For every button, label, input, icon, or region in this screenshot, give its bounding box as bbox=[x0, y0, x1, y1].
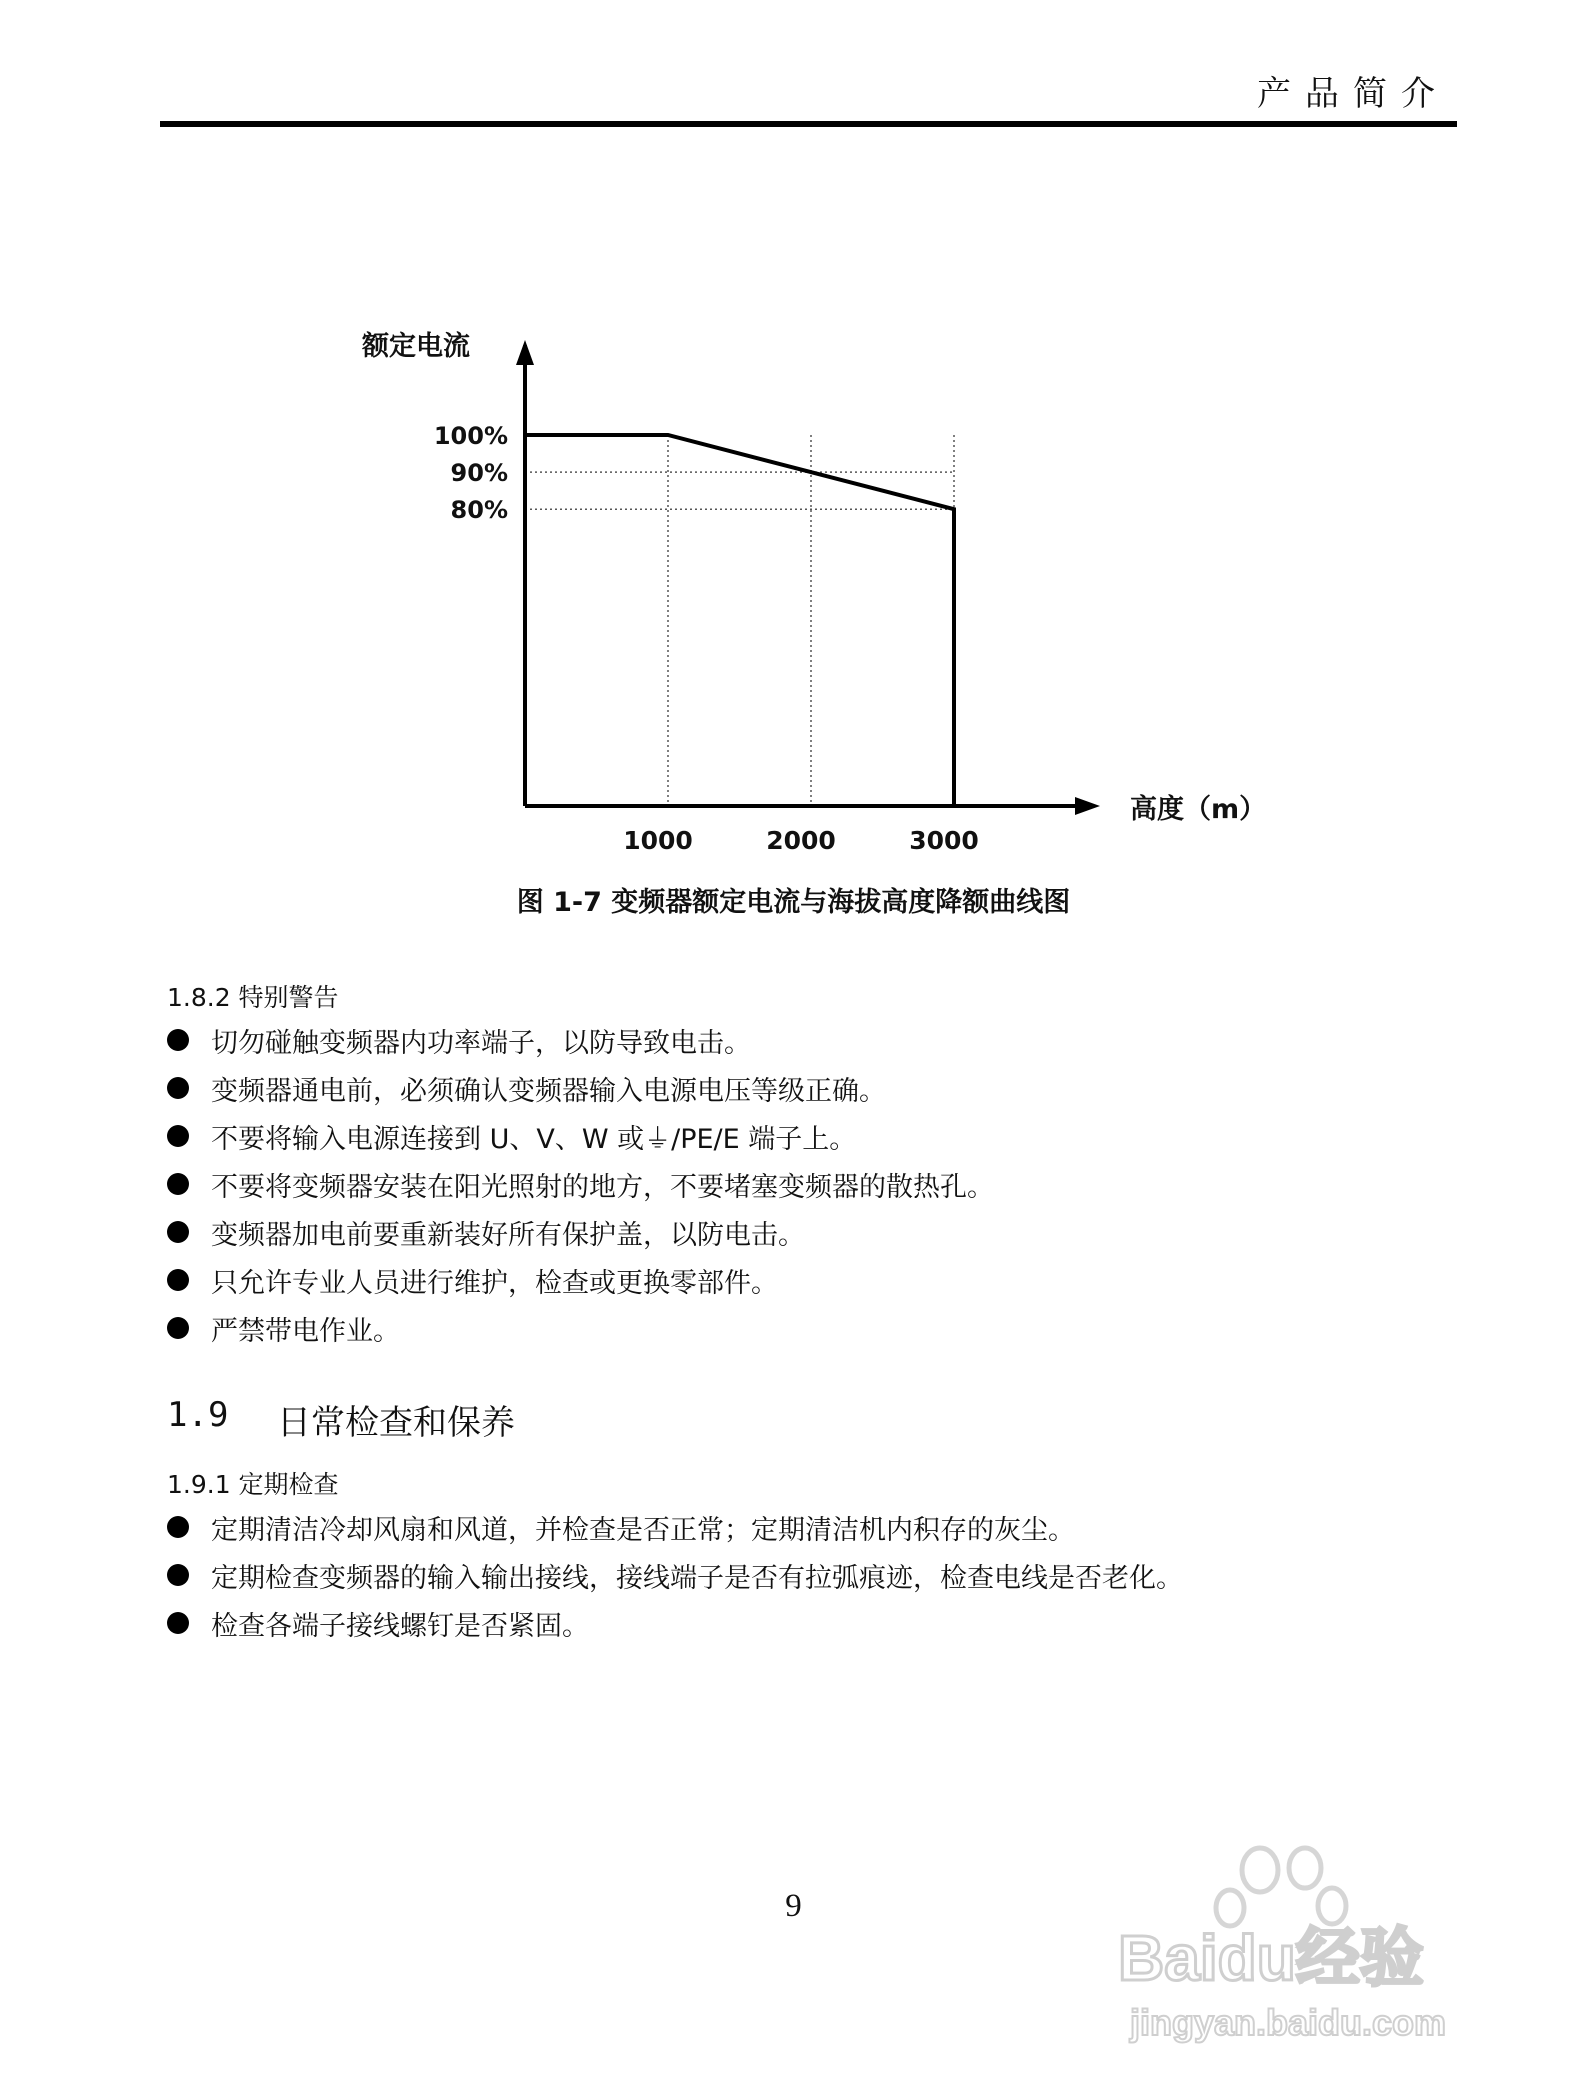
warning-item bbox=[167, 1112, 994, 1160]
section-title: 日常检查和保养 bbox=[277, 1403, 515, 1443]
list-item-text: 定期检查变频器的输入输出接线，接线端子是否有拉弧痕迹，检查电线是否老化。 bbox=[211, 1562, 1183, 1594]
y-tick-label: 100% bbox=[433, 422, 508, 450]
list-item-text: 严禁带电作业。 bbox=[211, 1315, 400, 1347]
header-rule bbox=[160, 121, 1457, 127]
y-tick-label: 80% bbox=[450, 496, 508, 525]
warning-item bbox=[167, 1160, 994, 1208]
list-item-text: 变频器加电前要重新装好所有保护盖，以防电击。 bbox=[211, 1219, 805, 1251]
watermark-brand: Baidu经验 bbox=[1118, 1922, 1424, 1994]
bullet-icon bbox=[167, 1125, 189, 1147]
list-item-text: 切勿碰触变频器内功率端子，以防导致电击。 bbox=[211, 1027, 751, 1059]
x-tick-label: 3000 bbox=[909, 826, 979, 855]
bullet-icon bbox=[167, 1269, 189, 1291]
bullet-icon bbox=[167, 1516, 189, 1538]
inspection-item bbox=[167, 1599, 1183, 1647]
bullet-icon bbox=[167, 1221, 189, 1243]
page-number: 9 bbox=[785, 1888, 802, 1924]
bullet-icon bbox=[167, 1173, 189, 1195]
y-tick-label: 90% bbox=[450, 459, 508, 488]
watermark-url: jingyan.baidu.com bbox=[1130, 2002, 1447, 2043]
x-axis-label: 高度（m） bbox=[1130, 794, 1267, 825]
bullet-icon bbox=[167, 1317, 189, 1339]
x-axis-arrow bbox=[1075, 797, 1100, 815]
warning-list bbox=[167, 1016, 994, 1352]
list-item-text: 检查各端子接线螺钉是否紧固。 bbox=[211, 1610, 589, 1642]
derating-chart bbox=[350, 310, 1300, 860]
section-number: 1.9 bbox=[167, 1395, 229, 1435]
inspection-list bbox=[167, 1503, 1183, 1647]
section-heading-1-9-1: 1.9.1 定期检查 bbox=[167, 1470, 339, 1499]
bullet-icon bbox=[167, 1564, 189, 1586]
bullet-icon bbox=[167, 1029, 189, 1051]
paw-logo-icon bbox=[1216, 1848, 1346, 1926]
y-axis-label: 额定电流 bbox=[362, 331, 470, 362]
y-axis-arrow bbox=[516, 340, 534, 365]
inspection-item bbox=[167, 1503, 1183, 1551]
derating-curve bbox=[525, 435, 954, 806]
section-heading-1-9 bbox=[167, 1395, 515, 1444]
bullet-icon bbox=[167, 1077, 189, 1099]
bullet-icon bbox=[167, 1612, 189, 1634]
warning-item bbox=[167, 1256, 994, 1304]
list-item-text: 定期清洁冷却风扇和风道，并检查是否正常；定期清洁机内积存的灰尘。 bbox=[211, 1514, 1075, 1546]
section-heading-1-8-2: 1.8.2 特别警告 bbox=[167, 983, 339, 1012]
warning-item bbox=[167, 1304, 994, 1352]
figure-caption: 图 1-7 变频器额定电流与海拔高度降额曲线图 bbox=[516, 887, 1071, 918]
warning-item bbox=[167, 1016, 994, 1064]
x-tick-label: 2000 bbox=[766, 826, 836, 855]
list-item-text: 不要将输入电源连接到 U、V、W 或⏚/PE/E 端子上。 bbox=[211, 1123, 857, 1155]
baidu-watermark bbox=[1100, 1830, 1500, 2050]
list-item-text: 不要将变频器安装在阳光照射的地方，不要堵塞变频器的散热孔。 bbox=[211, 1171, 994, 1203]
warning-item bbox=[167, 1208, 994, 1256]
warning-item bbox=[167, 1064, 994, 1112]
inspection-item bbox=[167, 1551, 1183, 1599]
list-item-text: 变频器通电前，必须确认变频器输入电源电压等级正确。 bbox=[211, 1075, 886, 1107]
list-item-text: 只允许专业人员进行维护，检查或更换零部件。 bbox=[211, 1267, 778, 1299]
x-tick-label: 1000 bbox=[623, 826, 693, 855]
running-header-title: 产品简介 bbox=[1257, 74, 1449, 114]
